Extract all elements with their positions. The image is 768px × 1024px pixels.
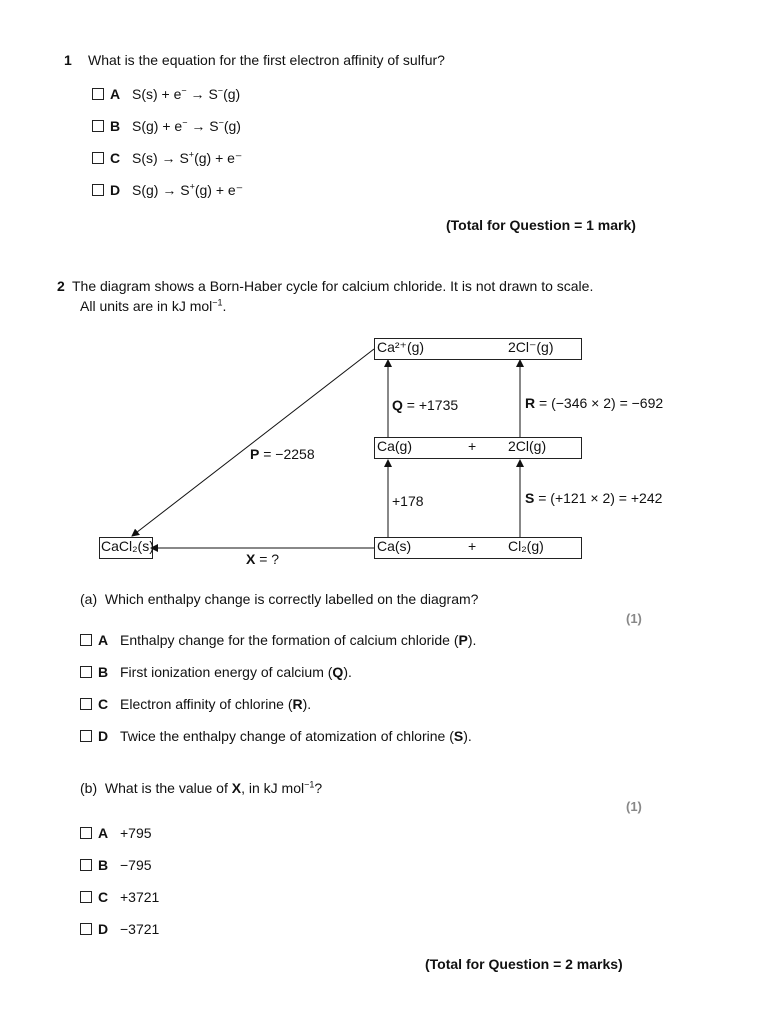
q2-total: (Total for Question = 2 marks) (425, 956, 623, 972)
label-cl2-g: Cl₂(g) (508, 538, 544, 554)
option-text: −3721 (120, 921, 160, 937)
option-letter: A (98, 825, 109, 841)
q2-number: 2 (57, 278, 65, 294)
option-letter: A (110, 86, 121, 102)
option-letter: B (98, 857, 109, 873)
part-b-question: (b) What is the value of X, in kJ mol$^{-1}$? (80, 779, 323, 796)
part-a-mark: (1) (626, 611, 642, 626)
option-text: First ionization energy of calcium (Q). (120, 664, 352, 680)
checkbox[interactable] (80, 859, 92, 871)
option-text: Electron affinity of chlorine (R). (120, 696, 312, 712)
arrow-p (132, 349, 374, 536)
option-text: +795 (120, 825, 152, 841)
label-x: X = ? (246, 551, 280, 567)
label-cacl2: CaCl₂(s) (101, 538, 154, 554)
part-a-option-d[interactable] (80, 728, 472, 744)
option-text: S(g) → S+(g) + e⁻ (132, 181, 244, 198)
part-a-option-b[interactable] (80, 664, 352, 680)
label-q: Q = +1735 (392, 397, 459, 413)
label-r: R = (−346 × 2) = −692 (525, 395, 664, 411)
option-text: S(s) → S+(g) + e⁻ (132, 149, 243, 166)
label-mid-plus: + (468, 438, 477, 454)
q1-total: (Total for Question = 1 mark) (446, 217, 636, 233)
option-letter: C (98, 696, 109, 712)
option-letter: D (98, 728, 109, 744)
checkbox[interactable] (80, 891, 92, 903)
checkbox[interactable] (80, 634, 92, 646)
label-bot-plus: + (468, 538, 477, 554)
checkbox[interactable] (80, 698, 92, 710)
option-letter: D (98, 921, 109, 937)
label-2cl-minus: 2Cl⁻(g) (508, 339, 554, 355)
label-s: S = (+121 × 2) = +242 (525, 490, 663, 506)
option-text: +3721 (120, 889, 160, 905)
part-a-option-c[interactable] (80, 696, 311, 712)
label-2cl-g: 2Cl(g) (508, 438, 547, 454)
q2-intro-line1: The diagram shows a Born-Haber cycle for calcium chloride. It is not drawn to scale. (72, 278, 594, 294)
option-letter: D (110, 182, 121, 198)
part-b-option-a[interactable] (80, 825, 152, 841)
label-ca2plus: Ca²⁺(g) (377, 339, 425, 355)
option-letter: B (98, 664, 109, 680)
option-text: Enthalpy change for the formation of calcium chloride (P). (120, 632, 477, 648)
checkbox[interactable] (80, 923, 92, 935)
part-a-question: (a) Which enthalpy change is correctly labelled on the diagram? (80, 591, 479, 607)
option-letter: A (98, 632, 109, 648)
label-ca-g: Ca(g) (377, 438, 413, 454)
checkbox[interactable] (80, 827, 92, 839)
q1-number: 1 (64, 52, 72, 68)
checkbox[interactable] (80, 666, 92, 678)
option-letter: B (110, 118, 121, 134)
q2-intro-line2: All units are in kJ mol$^{-1}$. (80, 297, 227, 314)
part-b-option-d[interactable] (80, 921, 159, 937)
label-atomization-ca: +178 (392, 493, 424, 509)
part-b-mark: (1) (626, 799, 642, 814)
option-text: −795 (120, 857, 152, 873)
option-text: S(s) + e− → S−(g) (132, 85, 241, 102)
label-p: P = −2258 (250, 446, 315, 462)
option-letter: C (110, 150, 121, 166)
option-letter: C (98, 889, 109, 905)
option-text: Twice the enthalpy change of atomization of chlorine (S). (120, 728, 472, 744)
checkbox[interactable] (80, 730, 92, 742)
q1-question: What is the equation for the first electron affinity of sulfur? (88, 52, 445, 68)
label-ca-s: Ca(s) (377, 538, 412, 554)
part-b-option-c[interactable] (80, 889, 159, 905)
part-b-option-b[interactable] (80, 857, 152, 873)
part-a-option-a[interactable] (80, 632, 476, 648)
option-text: S(g) + e− → S−(g) (132, 117, 241, 134)
